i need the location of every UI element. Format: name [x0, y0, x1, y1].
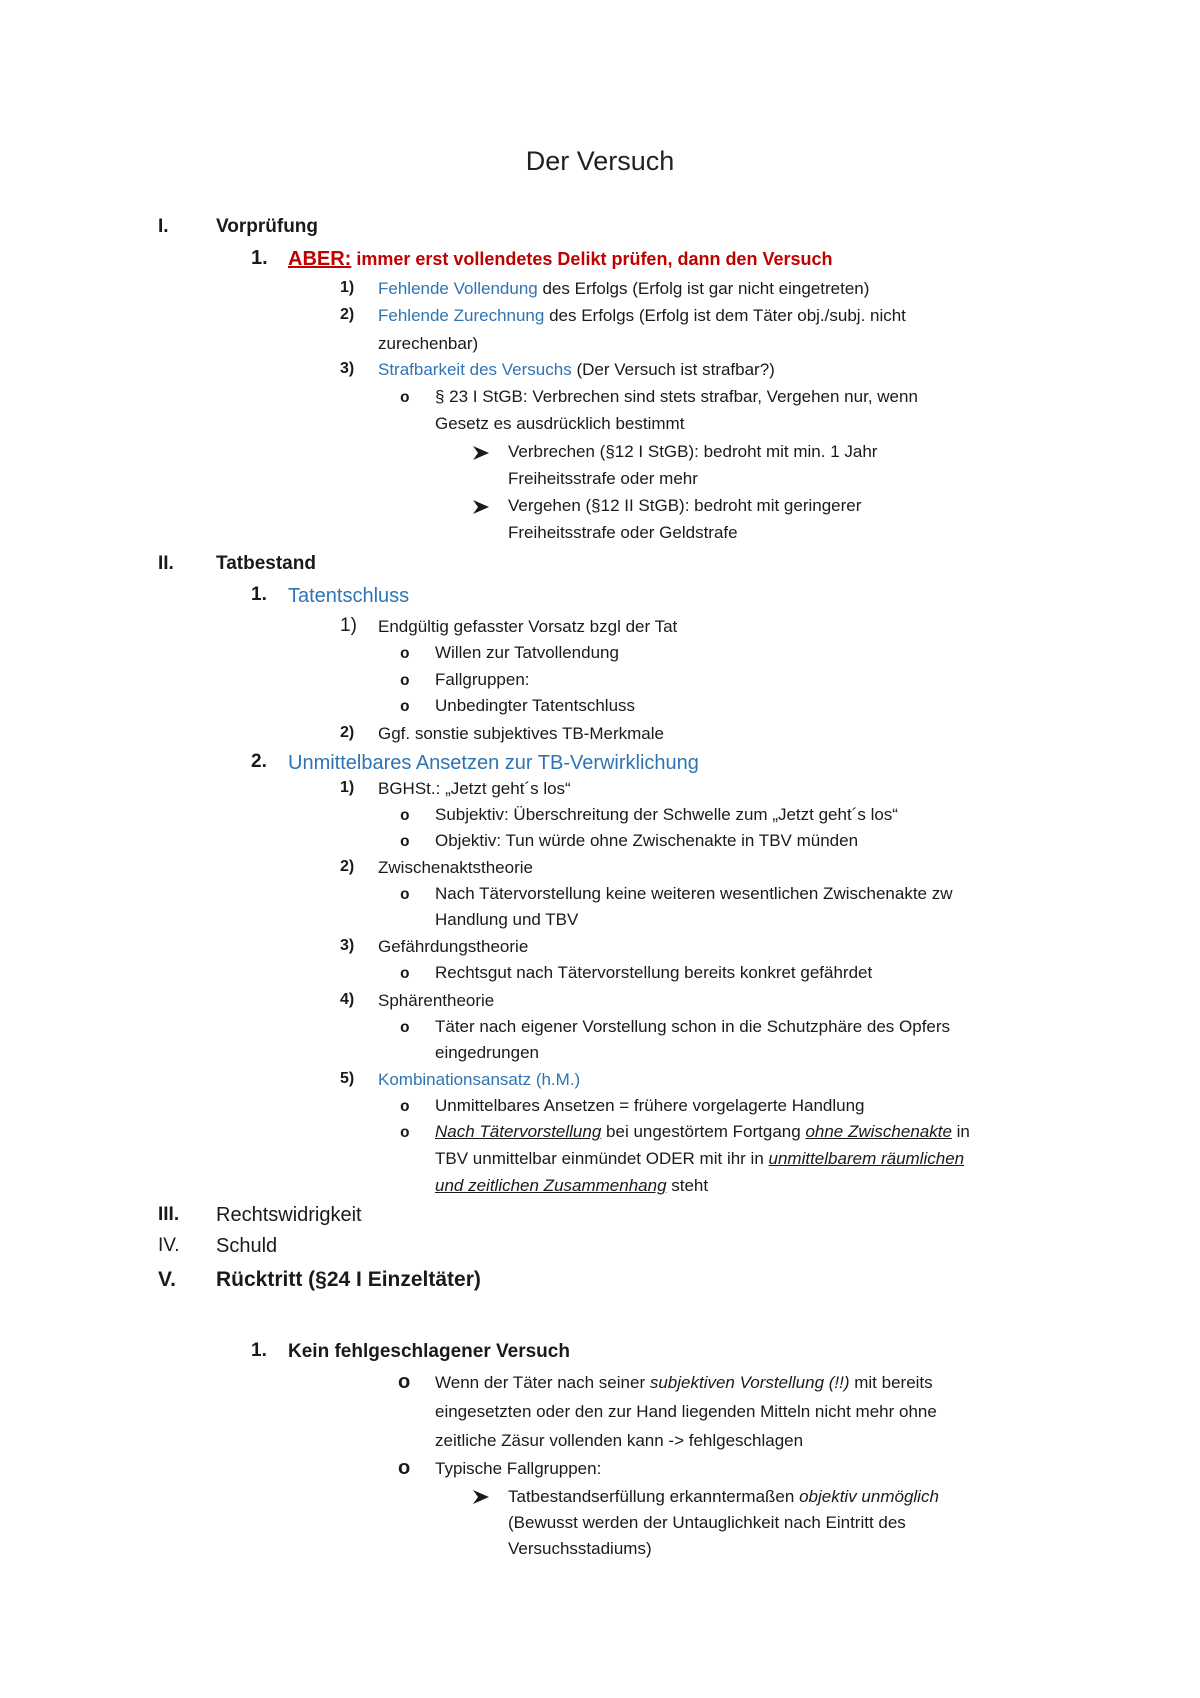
italic-term: subjektiven Vorstellung (!!) — [649, 1373, 850, 1392]
text-span: mit bereits — [849, 1373, 933, 1392]
bullet-marker: o — [398, 1371, 411, 1393]
arrow-bullet-icon — [472, 1488, 490, 1506]
bullet-text-cont: eingedrungen — [435, 1043, 539, 1062]
section-heading-vorpruefung: Vorprüfung — [216, 216, 319, 237]
bullet-text-cont: Gesetz es ausdrücklich bestimmt — [435, 414, 685, 433]
bullet-marker: o — [400, 1098, 410, 1116]
bullet-marker: o — [400, 833, 410, 851]
subitem-number: 2) — [340, 724, 355, 741]
subitem-text: Sphärentheorie — [378, 991, 495, 1010]
blue-term: Fehlende Zurechnung — [378, 306, 545, 325]
underlined-term: Nach Tätervorstellung — [435, 1122, 602, 1141]
aber-label: ABER: — [288, 248, 352, 270]
bullet-text-cont: Handlung und TBV — [435, 910, 579, 929]
section-heading-schuld: Schuld — [216, 1235, 278, 1257]
subitem-text: Zwischenaktstheorie — [378, 858, 533, 877]
bullet-marker: o — [400, 645, 410, 663]
bullet-text: Subjektiv: Überschreitung der Schwelle zum „Jetzt geht´s los“ — [435, 805, 898, 824]
item-tatentschluss: Tatentschluss — [288, 585, 410, 607]
bullet-text-kombination — [435, 1121, 970, 1143]
bullet-text: Typische Fallgruppen: — [435, 1459, 602, 1478]
arrow-item-text: Vergehen (§12 II StGB): bedroht mit geringerer — [508, 496, 862, 515]
text-span: Wenn der Täter nach seiner — [435, 1373, 650, 1392]
text-span: in — [951, 1122, 970, 1141]
subitem-number: 2) — [340, 306, 355, 323]
item-number: 1. — [251, 247, 268, 269]
subitem-number: 5) — [340, 1070, 355, 1087]
text-span: bei ungestörtem Fortgang — [601, 1122, 806, 1141]
subitem-number: 3) — [340, 937, 355, 954]
subitem-number: 4) — [340, 991, 355, 1008]
bullet-text-cont: eingesetzten oder den zur Hand liegenden Mitteln nicht mehr ohne — [435, 1402, 937, 1421]
bullet-text-cont: zeitliche Zäsur vollenden kann -> fehlgeschlagen — [435, 1431, 804, 1450]
subitem-kombinationsansatz: Kombinationsansatz (h.M.) — [378, 1070, 581, 1089]
section-number: V. — [158, 1268, 176, 1291]
text-span: Tatbestandserfüllung erkanntermaßen — [508, 1487, 800, 1506]
subitem-text: Endgültig gefasster Vorsatz bzgl der Tat — [378, 617, 678, 636]
arrow-item-text: Verbrechen (§12 I StGB): bedroht mit min. 1 Jahr — [508, 442, 878, 461]
subitem-number: 1) — [340, 615, 357, 636]
arrow-item-text — [508, 1486, 939, 1508]
subitem-number: 1) — [340, 779, 355, 796]
blue-term: Strafbarkeit des Versuchs — [378, 360, 572, 379]
item-unmittelbares-ansetzen: Unmittelbares Ansetzen zur TB-Verwirklichung — [288, 752, 699, 774]
underlined-term: ohne Zwischenakte — [805, 1122, 952, 1141]
subitem-number: 3) — [340, 360, 355, 377]
section-number: IV. — [158, 1235, 180, 1256]
section-number: I. — [158, 216, 169, 237]
page-title: Der Versuch — [525, 146, 675, 176]
bullet-marker: o — [398, 1457, 411, 1479]
bullet-marker: o — [400, 807, 410, 825]
bullet-text-cont — [435, 1175, 708, 1197]
section-number: II. — [158, 553, 174, 574]
italic-term: objektiv unmöglich — [799, 1487, 939, 1506]
bullet-text: Unbedingter Tatentschluss — [435, 696, 636, 715]
arrow-bullet-icon — [472, 498, 490, 516]
bullet-marker: o — [400, 886, 410, 904]
item-kein-fehlgeschlagener-versuch: Kein fehlgeschlagener Versuch — [288, 1341, 570, 1362]
subitem-text: Gefährdungstheorie — [378, 937, 529, 956]
blue-term: Fehlende Vollendung — [378, 279, 538, 298]
bullet-text: § 23 I StGB: Verbrechen sind stets strafbar, Vergehen nur, wenn — [435, 387, 918, 406]
bullet-text: Täter nach eigener Vorstellung schon in die Schutzphäre des Opfers — [435, 1017, 951, 1036]
arrow-item-text-cont: Freiheitsstrafe oder mehr — [508, 469, 698, 488]
arrow-item-text-cont: Versuchsstadiums) — [508, 1539, 652, 1558]
section-heading-tatbestand: Tatbestand — [216, 553, 316, 574]
subitem-number: 2) — [340, 858, 355, 875]
bullet-marker: o — [400, 1019, 410, 1037]
subitem-text: Ggf. sonstie subjektives TB-Merkmale — [378, 724, 664, 743]
underlined-term: unmittelbarem räumlichen — [768, 1149, 965, 1168]
subitem-fehlende-vollendung — [378, 278, 869, 300]
arrow-item-text-cont: (Bewusst werden der Untauglichkeit nach Eintritt des — [508, 1513, 906, 1532]
bullet-text: Objektiv: Tun würde ohne Zwischenakte in TBV münden — [435, 831, 859, 850]
subitem-continuation: zurechenbar) — [378, 334, 479, 353]
underlined-term: und zeitlichen Zusammenhang — [435, 1176, 667, 1195]
bullet-text-cont — [435, 1148, 964, 1170]
item-number: 1. — [251, 584, 267, 605]
item-number: 2. — [251, 751, 267, 772]
bullet-text: Willen zur Tatvollendung — [435, 643, 619, 662]
bullet-text: Rechtsgut nach Tätervorstellung bereits konkret gefährdet — [435, 963, 873, 982]
aber-line — [288, 246, 832, 272]
item-number: 1. — [251, 1340, 267, 1361]
bullet-marker: o — [400, 698, 410, 716]
subitem-text: des Erfolgs (Erfolg ist gar nicht eingetreten) — [537, 279, 870, 298]
bullet-text: Fallgruppen: — [435, 670, 530, 689]
subitem-text: des Erfolgs (Erfolg ist dem Täter obj./subj. nicht — [544, 306, 906, 325]
bullet-text: Nach Tätervorstellung keine weiteren wesentlichen Zwischenakte zw — [435, 884, 953, 903]
section-heading-rechtswidrigkeit: Rechtswidrigkeit — [216, 1204, 362, 1226]
text-span: TBV unmittelbar einmündet ODER mit ihr in — [435, 1149, 769, 1168]
subitem-number: 1) — [340, 279, 355, 296]
subitem-text: BGHSt.: „Jetzt geht´s los“ — [378, 779, 571, 798]
arrow-item-text-cont: Freiheitsstrafe oder Geldstrafe — [508, 523, 738, 542]
text-span: steht — [666, 1176, 709, 1195]
section-heading-ruecktritt: Rücktritt (§24 I Einzeltäter) — [216, 1268, 481, 1291]
subitem-text: (Der Versuch ist strafbar?) — [571, 360, 775, 379]
arrow-bullet-icon — [472, 444, 490, 462]
section-number: III. — [158, 1204, 180, 1225]
aber-text: immer erst vollendetes Delikt prüfen, dann den Versuch — [351, 249, 833, 269]
bullet-marker: o — [400, 965, 410, 983]
bullet-marker: o — [400, 1124, 410, 1142]
bullet-marker: o — [400, 672, 410, 690]
bullet-marker: o — [400, 389, 410, 407]
subitem-fehlende-zurechnung — [378, 305, 906, 327]
bullet-text-fehlgeschlagen — [435, 1372, 933, 1394]
subitem-strafbarkeit — [378, 359, 775, 381]
bullet-text: Unmittelbares Ansetzen = frühere vorgelagerte Handlung — [435, 1096, 865, 1115]
